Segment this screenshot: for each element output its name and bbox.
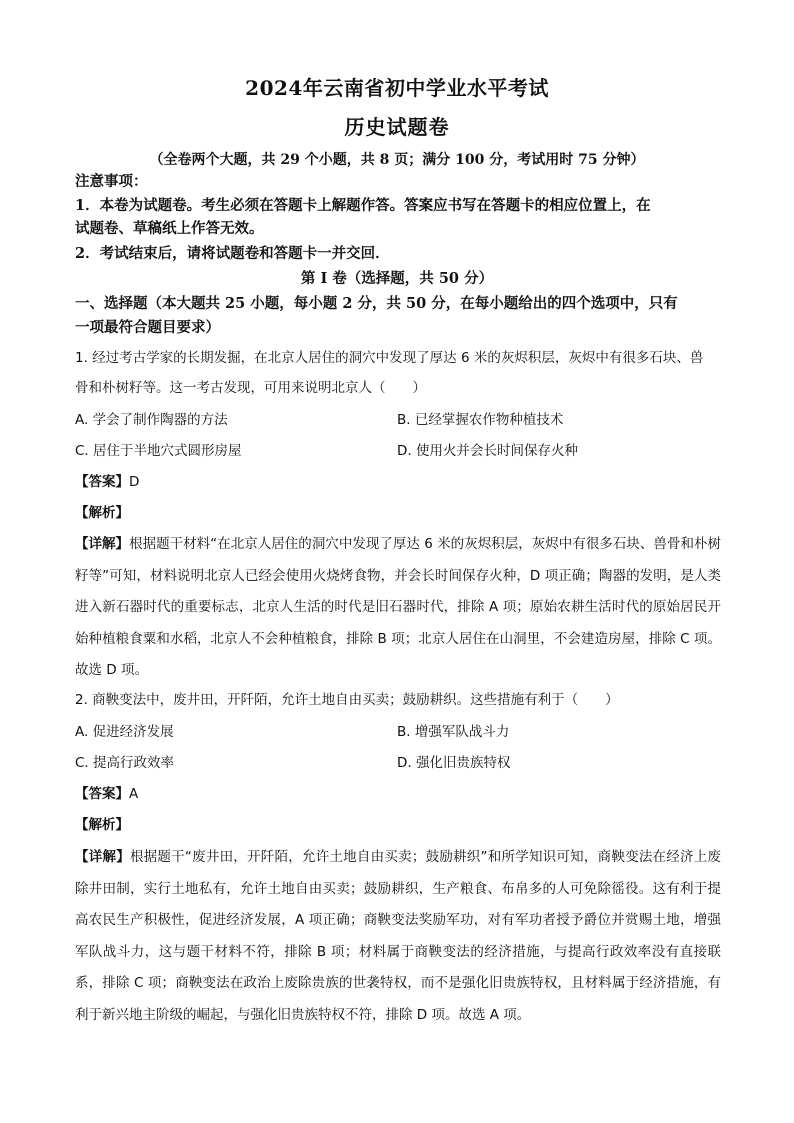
detail-tag: 【详解】 xyxy=(75,849,130,865)
question-2-option-b: B. 增强军队战斗力 xyxy=(397,724,510,740)
question-1-option-b: B. 已经掌握农作物种植技术 xyxy=(397,412,564,428)
detail-text: 根据题干“废井田，开阡陌，允许土地自由买卖；鼓励耕织”和所学知识可知，商鞅变法在经济上废除井田制，实行土地私有，允许土地自由买卖；鼓励耕织，生产粮食、布帛多的人可免除徭役。这有利于提高农民生产积极性，促进经济发展，A 项正确；商鞅变法奖励军功，对有军功者授予爵位并赏赐土地，增强军队战斗力，这与题干材料不符，排除 B 项；材料属于商鞅变法的经济措施，与提高行政效率没有直接联系，排除 C 项；商鞅变法在政治上废除贵族的世袭特权，而不是强化旧贵族特权，且材料属于经济措施，有利于新兴地主阶级的崛起，与强化旧贵族特权不符，排除 D 项。故选 A 项。 xyxy=(75,849,721,1023)
question-2-detail xyxy=(75,842,721,1031)
answer-tag: 【答案】 xyxy=(75,474,129,490)
section-heading-line-1: 一、选择题（本大题共 25 小题，每小题 2 分，共 50 分，在每小题给出的四个选项中，只有 xyxy=(75,295,678,312)
detail-text: 根据题干材料“在北京人居住的洞穴中发现了厚达 6 米的灰烬积层，灰烬中有很多石块、兽骨和朴树籽等”可知，材料说明北京人已经会使用火烧烤食物，并会长时间保存火种，D 项正确；陶器的发明，是人类进入新石器时代的重要标志，北京人生活的时代是旧石器时代，排除 A 项；原始农耕生活时代的原始居民开始种植粮食粟和水稻，北京人不会种植粮食，排除 B 项；北京人居住在山洞里，不会建造房屋，排除 C 项。故选 D 项。 xyxy=(75,536,722,678)
instructions-heading: 注意事项： xyxy=(75,173,148,190)
question-2-option-c: C. 提高行政效率 xyxy=(75,755,175,771)
answer-tag: 【答案】 xyxy=(75,786,129,802)
detail-tag: 【详解】 xyxy=(75,536,130,552)
answer-value: D xyxy=(129,474,140,490)
question-1-analysis-tag: 【解析】 xyxy=(75,505,129,521)
question-1-stem-line-2: 骨和朴树籽等。这一考古发现，可用来说明北京人（ ） xyxy=(75,380,426,396)
question-1-answer xyxy=(75,472,725,492)
question-1-option-a: A. 学会了制作陶器的方法 xyxy=(75,412,228,428)
instruction-item-1-line-1: 1．本卷为试题卷。考生必须在答题卡上解题作答。答案应书写在答题卡的相应位置上，在 xyxy=(75,197,651,214)
instruction-item-2: 2．考试结束后，请将试题卷和答题卡一并交回． xyxy=(75,245,390,262)
part-title: 第 I 卷（选择题，共 50 分） xyxy=(300,270,494,287)
question-1-stem-line-1: 1. 经过考古学家的长期发掘，在北京人居住的洞穴中发现了厚达 6 米的灰烬积层，灰烬中有很多石块、兽 xyxy=(75,350,704,366)
section-heading-line-2: 一项最符合题目要求） xyxy=(75,319,220,336)
question-1-option-d: D. 使用火并会长时间保存火种 xyxy=(397,443,578,459)
exam-title: 2024年云南省初中学业水平考试 xyxy=(245,76,549,100)
question-2-analysis-tag: 【解析】 xyxy=(75,817,129,833)
exam-note: （全卷两个大题，共 29 个小题，共 8 页；满分 100 分，考试用时 75 分钟） xyxy=(149,152,645,168)
question-1-detail xyxy=(75,529,721,687)
instruction-item-1-line-2: 试题卷、草稿纸上作答无效。 xyxy=(75,220,264,237)
question-2-option-a: A. 促进经济发展 xyxy=(75,724,174,740)
question-1-option-c: C. 居住于半地穴式圆形房屋 xyxy=(75,443,242,459)
exam-subtitle: 历史试题卷 xyxy=(344,115,450,139)
question-2-stem: 2. 商鞅变法中，废井田，开阡陌，允许土地自由买卖；鼓励耕织。这些措施有利于（ ） xyxy=(75,692,619,708)
answer-value: A xyxy=(129,786,139,802)
question-2-answer xyxy=(75,784,725,804)
question-2-option-d: D. 强化旧贵族特权 xyxy=(397,755,511,771)
